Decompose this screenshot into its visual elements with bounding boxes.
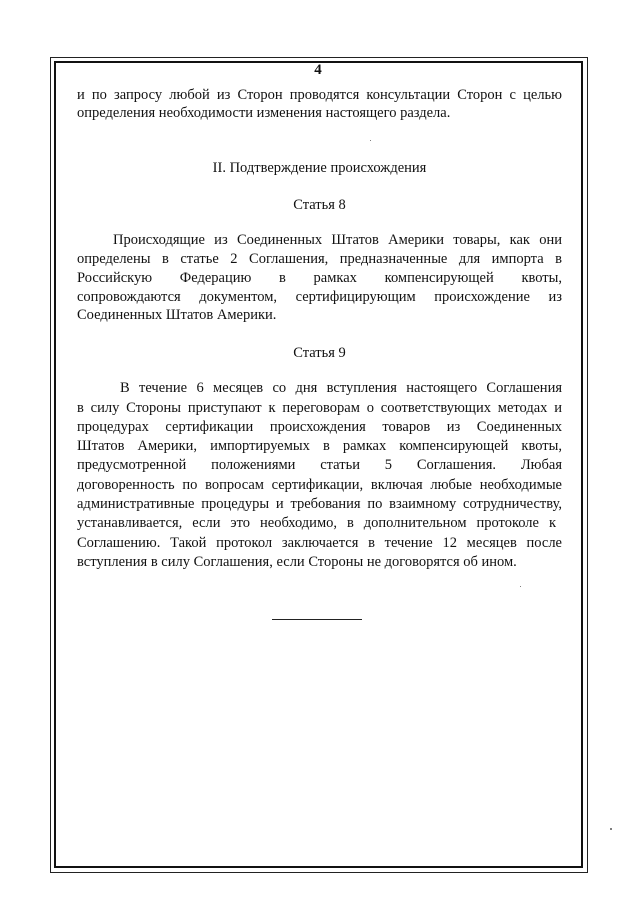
body-line: сопровождаются документом, сертифицирующим происхождение из [77,289,562,305]
body-line: процедурах сертификации происхождения товаров из Соединенных [77,419,562,435]
scan-speck [610,828,612,830]
body-line: и по запросу любой из Сторон проводятся консультации Сторон с целью [77,87,562,103]
body-line: в силу Стороны приступают к переговорам о соответствующих методах и [77,400,562,416]
body-line: договоренность по вопросам сертификации, включая любые необходимые [77,477,562,493]
section-heading: II. Подтверждение происхождения [212,160,427,176]
article-9-title: Статья 9 [293,345,346,361]
body-line: вступления в силу Соглашения, если Стороны не договорятся об ином. [77,554,517,570]
scan-speck [370,140,371,141]
body-line: Происходящие из Соединенных Штатов Америки товары, как они [113,232,562,248]
body-line: Соглашению. Такой протокол заключается в течение 12 месяцев после [77,535,562,551]
body-line: Соединенных Штатов Америки. [77,307,277,323]
body-line: Штатов Америки, импортируемых в рамках компенсирующей квоты, [77,438,562,454]
page-number: 4 [314,62,322,78]
body-line: определены в статье 2 Соглашения, предназначенные для импорта в [77,251,562,267]
body-line: устанавливается, если это необходимо, в дополнительном протоколе к [77,515,556,531]
end-separator-line [272,619,362,620]
body-line: предусмотренной положениями статьи 5 Соглашения. Любая [77,457,562,473]
body-line: В течение 6 месяцев со дня вступления настоящего Соглашения [120,380,562,396]
scan-speck [520,586,521,587]
body-line: административные процедуры и требования по взаимному сотрудничеству, [77,496,562,512]
article-8-title: Статья 8 [293,197,346,213]
body-line: Российскую Федерацию в рамках компенсирующей квоты, [77,270,562,286]
body-line: определения необходимости изменения настоящего раздела. [77,105,451,121]
